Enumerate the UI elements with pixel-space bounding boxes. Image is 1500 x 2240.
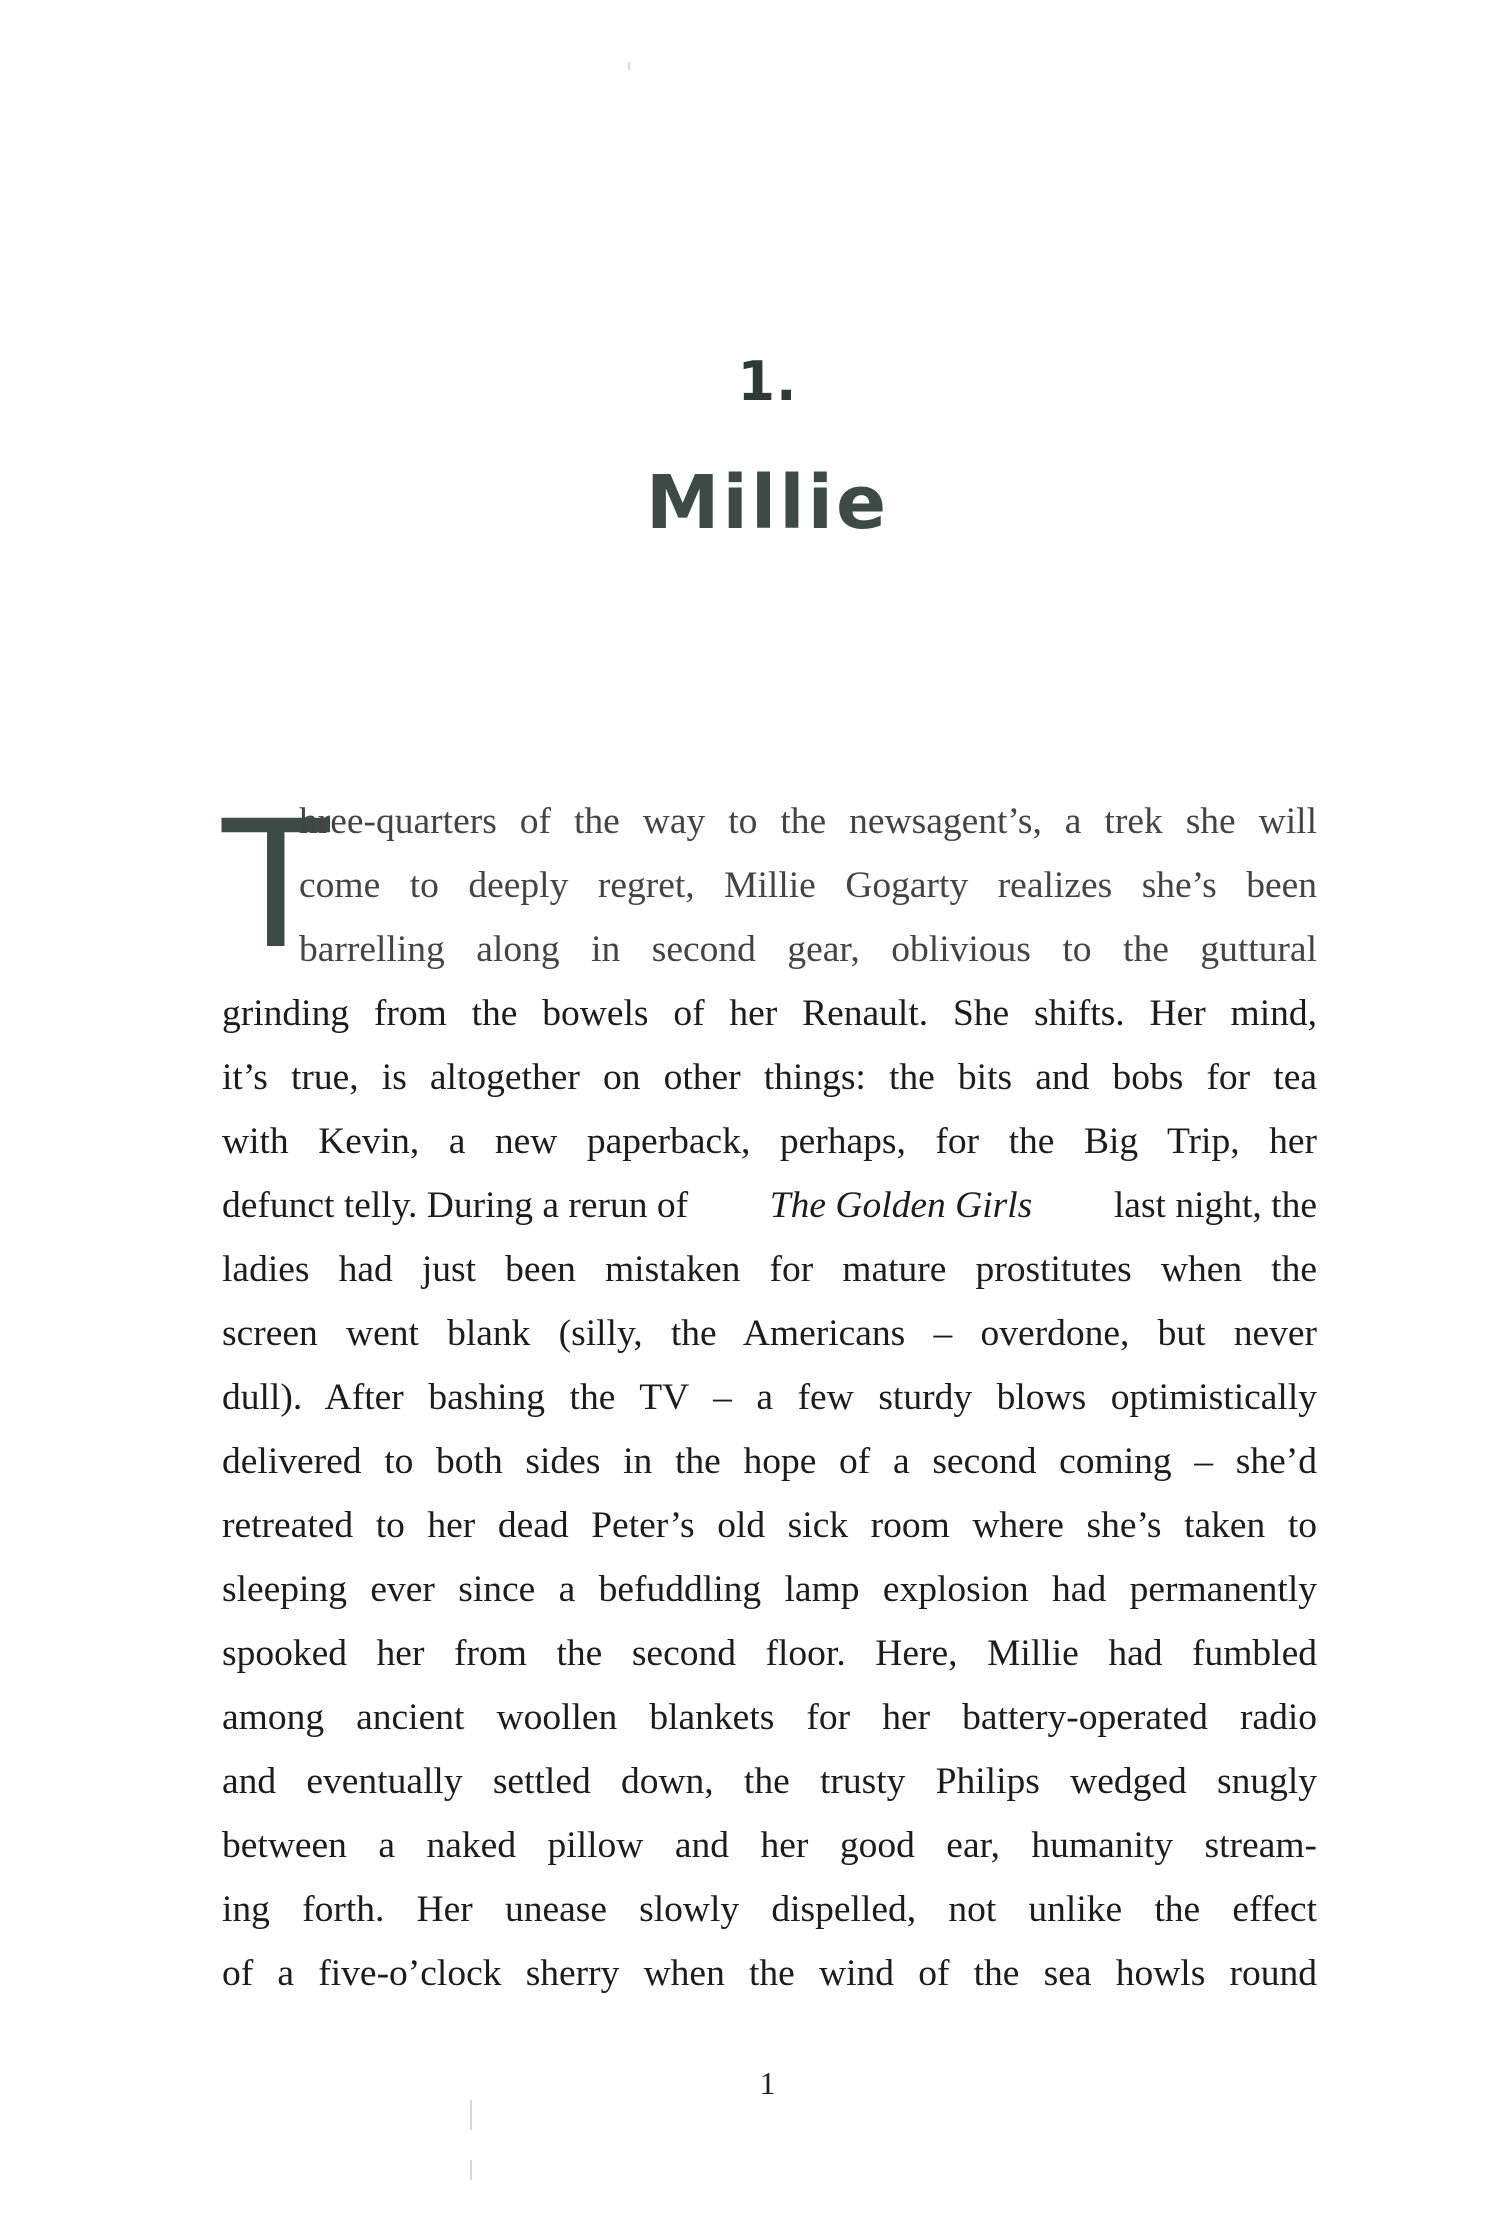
chapter-body	[222, 783, 1317, 2006]
text-line: come to deeply regret, Millie Gogarty realizes she’s been	[299, 865, 1317, 906]
text-line: sleeping ever since a befuddling lamp explosion had permanently	[222, 1569, 1317, 1610]
text-line-with-title	[222, 1174, 1317, 1238]
drop-cap: T	[222, 783, 330, 988]
chapter-number: 1.	[737, 350, 798, 413]
text-line: spooked her from the second floor. Here, Millie had fumbled	[222, 1633, 1317, 1674]
text-line: with Kevin, a new paperback, perhaps, for the Big Trip, her	[222, 1121, 1317, 1162]
scan-mark-top	[628, 62, 630, 70]
text-segment: last night, the	[1113, 1185, 1317, 1226]
chapter-title: Millie	[645, 460, 890, 546]
page-number: 1	[759, 2065, 776, 2101]
text-line: barrelling along in second gear, oblivious to the guttural	[299, 929, 1317, 970]
text-line: and eventually settled down, the trusty Philips wedged snugly	[222, 1761, 1317, 1802]
text-line: ladies had just been mistaken for mature prostitutes when the	[222, 1249, 1317, 1290]
text-line: among ancient woollen blankets for her battery-operated radio	[222, 1697, 1317, 1738]
text-line: grinding from the bowels of her Renault. She shifts. Her mind,	[222, 993, 1317, 1034]
text-line: screen went blank (silly, the Americans – overdone, but never	[222, 1313, 1317, 1354]
text-line: ing forth. Her unease slowly dispelled, not unlike the effect	[222, 1889, 1317, 1930]
scan-mark-bottom-2	[470, 2160, 472, 2180]
text-line: of a five-o’clock sherry when the wind of the sea howls round	[222, 1953, 1317, 1994]
text-line: retreated to her dead Peter’s old sick room where she’s taken to	[222, 1505, 1317, 1546]
text-line: dull). After bashing the TV – a few sturdy blows optimistically	[222, 1377, 1317, 1418]
text-line: between a naked pillow and her good ear, humanity stream-	[222, 1825, 1317, 1866]
text-line: it’s true, is altogether on other things: the bits and bobs for tea	[222, 1057, 1317, 1098]
text-line: delivered to both sides in the hope of a second coming – she’d	[222, 1441, 1317, 1482]
scan-mark-bottom-1	[470, 2100, 472, 2130]
book-title-italic: The Golden Girls	[769, 1185, 1033, 1226]
text-line: hree-quarters of the way to the newsagent’s, a trek she will	[299, 801, 1317, 842]
text-segment: defunct telly. During a rerun of	[222, 1185, 689, 1226]
